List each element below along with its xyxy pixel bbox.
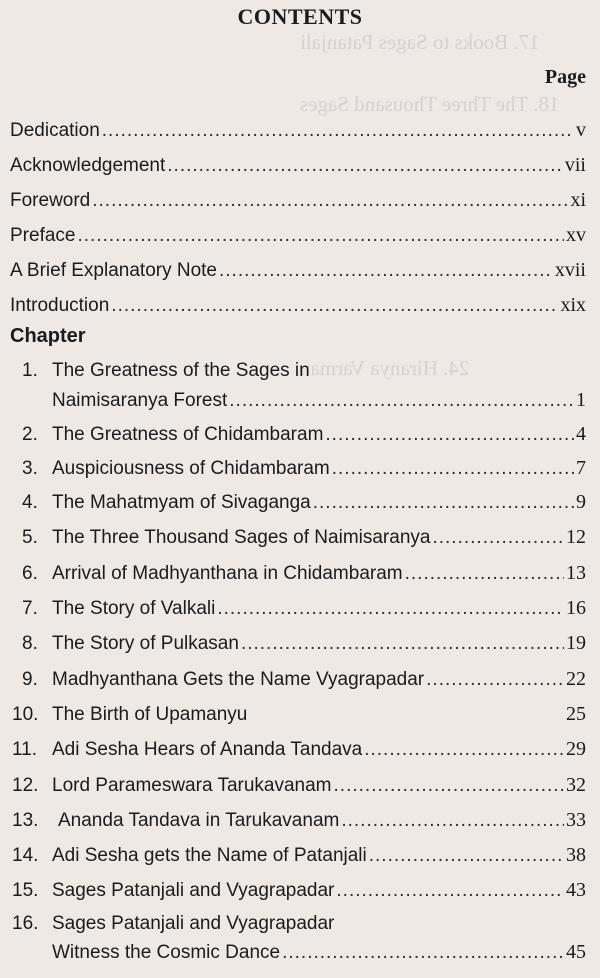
toc-chapter-16[interactable]	[52, 941, 586, 964]
leader-dots	[92, 190, 568, 212]
chapter-title: Madhyanthana Gets the Name Vyagrapadar	[52, 669, 425, 690]
leader-dots	[426, 669, 564, 691]
toc-chapter-14[interactable]	[12, 844, 586, 867]
chapter-number: 14.	[12, 845, 39, 866]
chapter-title: Arrival of Madhyanthana in Chidambaram	[52, 563, 403, 584]
toc-chapter-2[interactable]	[22, 423, 586, 446]
entry-page: xvii	[554, 259, 586, 281]
leader-dots	[219, 260, 553, 282]
toc-chapter-8[interactable]	[22, 632, 586, 655]
toc-chapter-1-line1[interactable]	[22, 360, 310, 382]
chapter-number: 9.	[22, 669, 38, 690]
chapter-title: The Mahatmyam of Sivaganga	[52, 492, 311, 513]
leader-dots	[332, 458, 574, 480]
page-column-heading: Page	[544, 66, 586, 88]
leader-dots	[229, 390, 574, 412]
chapter-number: 5.	[22, 527, 38, 548]
entry-title: Foreword	[10, 190, 91, 211]
chapter-page: 4	[576, 423, 586, 445]
chapter-page: 43	[566, 879, 586, 901]
leader-dots	[336, 880, 564, 902]
toc-chapter-15[interactable]	[12, 879, 586, 902]
chapter-title-cont: Naimisaranya Forest	[52, 390, 228, 411]
leader-dots	[325, 424, 574, 446]
chapter-title: Adi Sesha gets the Name of Patanjali	[52, 845, 367, 866]
chapter-title: The Greatness of Chidambaram	[52, 424, 324, 445]
chapter-page: 13	[566, 562, 586, 584]
toc-entry-dedication[interactable]	[10, 119, 586, 142]
toc-entry-introduction[interactable]	[10, 294, 586, 317]
chapter-title: Sages Patanjali and Vyagrapadar	[52, 913, 335, 934]
chapter-title: Ananda Tandava in Tarukavanam	[58, 810, 340, 831]
show-through-text: 17. Books to Sages Patanjali	[300, 30, 540, 54]
toc-chapter-16-line1[interactable]	[12, 913, 334, 935]
chapter-title-cont: Witness the Cosmic Dance	[52, 942, 281, 963]
chapter-number: 16.	[12, 913, 39, 934]
toc-chapter-9[interactable]	[22, 668, 586, 691]
chapter-title: The Story of Pulkasan	[52, 633, 239, 654]
toc-chapter-5[interactable]	[22, 526, 586, 549]
chapter-number: 11.	[12, 739, 38, 760]
leader-dots	[77, 225, 564, 247]
toc-chapter-11[interactable]	[12, 738, 586, 761]
chapter-page: 22	[566, 668, 586, 690]
page-title: CONTENTS	[237, 4, 363, 29]
toc-chapter-1[interactable]	[52, 389, 586, 412]
chapter-title: The Story of Valkali	[52, 598, 216, 619]
entry-page: xv	[566, 224, 586, 246]
toc-chapter-3[interactable]	[22, 457, 586, 480]
leader-dots	[111, 295, 558, 317]
entry-page: v	[576, 119, 586, 141]
entry-title: A Brief Explanatory Note	[10, 260, 217, 281]
leader-dots	[341, 810, 564, 832]
show-through-text: 18. The Three Thousand Sages	[300, 92, 560, 116]
entry-title: Introduction	[10, 295, 110, 316]
chapter-title: Sages Patanjali and Vyagrapadar	[52, 880, 335, 901]
chapter-page: 29	[566, 738, 586, 760]
toc-chapter-4[interactable]	[22, 491, 586, 514]
chapter-number: 7.	[22, 598, 38, 619]
leader-dots	[282, 942, 564, 964]
toc-entry-preface[interactable]	[10, 224, 586, 247]
chapter-number: 3.	[22, 458, 38, 479]
leader-dots	[102, 120, 574, 142]
chapter-number: 13.	[12, 810, 39, 831]
chapter-title: The Birth of Upamanyu	[52, 704, 248, 725]
chapter-page: 45	[566, 941, 586, 963]
leader-dots	[334, 775, 564, 797]
toc-chapter-13[interactable]	[12, 809, 586, 832]
toc-chapter-7[interactable]	[22, 597, 586, 620]
chapter-title: Lord Parameswara Tarukavanam	[52, 775, 332, 796]
chapter-page: 25	[566, 703, 586, 725]
leader-dots	[167, 155, 563, 177]
entry-page: xix	[560, 294, 586, 316]
leader-dots	[405, 563, 564, 585]
entry-title: Preface	[10, 225, 76, 246]
chapter-number: 1.	[22, 360, 38, 381]
chapter-number: 10.	[12, 704, 39, 725]
entry-title: Acknowledgement	[10, 155, 166, 176]
chapter-page: 32	[566, 774, 586, 796]
show-through-text: 24. Hiranya Varman	[300, 356, 470, 380]
toc-entry-acknowledgement[interactable]	[10, 154, 586, 177]
chapter-number: 2.	[22, 424, 38, 445]
chapter-page: 16	[566, 597, 586, 619]
chapter-page: 19	[566, 632, 586, 654]
chapter-number: 6.	[22, 563, 38, 584]
leader-dots	[217, 598, 564, 620]
chapter-page: 38	[566, 844, 586, 866]
chapter-page: 12	[566, 526, 586, 548]
chapter-heading: Chapter	[10, 325, 86, 347]
toc-entry-foreword[interactable]	[10, 189, 586, 212]
chapter-page: 1	[576, 389, 586, 411]
chapter-number: 15.	[12, 880, 39, 901]
entry-page: xi	[570, 189, 586, 211]
leader-dots	[241, 633, 564, 655]
chapter-number: 8.	[22, 633, 38, 654]
chapter-number: 12.	[12, 775, 39, 796]
chapter-title: The Three Thousand Sages of Naimisaranya	[52, 527, 431, 548]
toc-entry-explanatory-note[interactable]	[10, 259, 586, 282]
leader-dots	[364, 739, 564, 761]
chapter-title: Auspiciousness of Chidambaram	[52, 458, 330, 479]
entry-page: vii	[564, 154, 586, 176]
toc-chapter-10[interactable]	[12, 703, 586, 726]
leader-dots	[432, 527, 564, 549]
leader-dots	[369, 845, 564, 867]
chapter-page: 9	[576, 491, 586, 513]
chapter-title: The Greatness of the Sages in	[52, 360, 310, 381]
entry-title: Dedication	[10, 120, 100, 141]
chapter-page: 33	[566, 809, 586, 831]
chapter-page: 7	[576, 457, 586, 479]
toc-chapter-6[interactable]	[22, 562, 586, 585]
toc-chapter-12[interactable]	[12, 774, 586, 797]
leader-dots	[313, 492, 574, 514]
chapter-title: Adi Sesha Hears of Ananda Tandava	[52, 739, 363, 760]
chapter-number: 4.	[22, 492, 38, 513]
